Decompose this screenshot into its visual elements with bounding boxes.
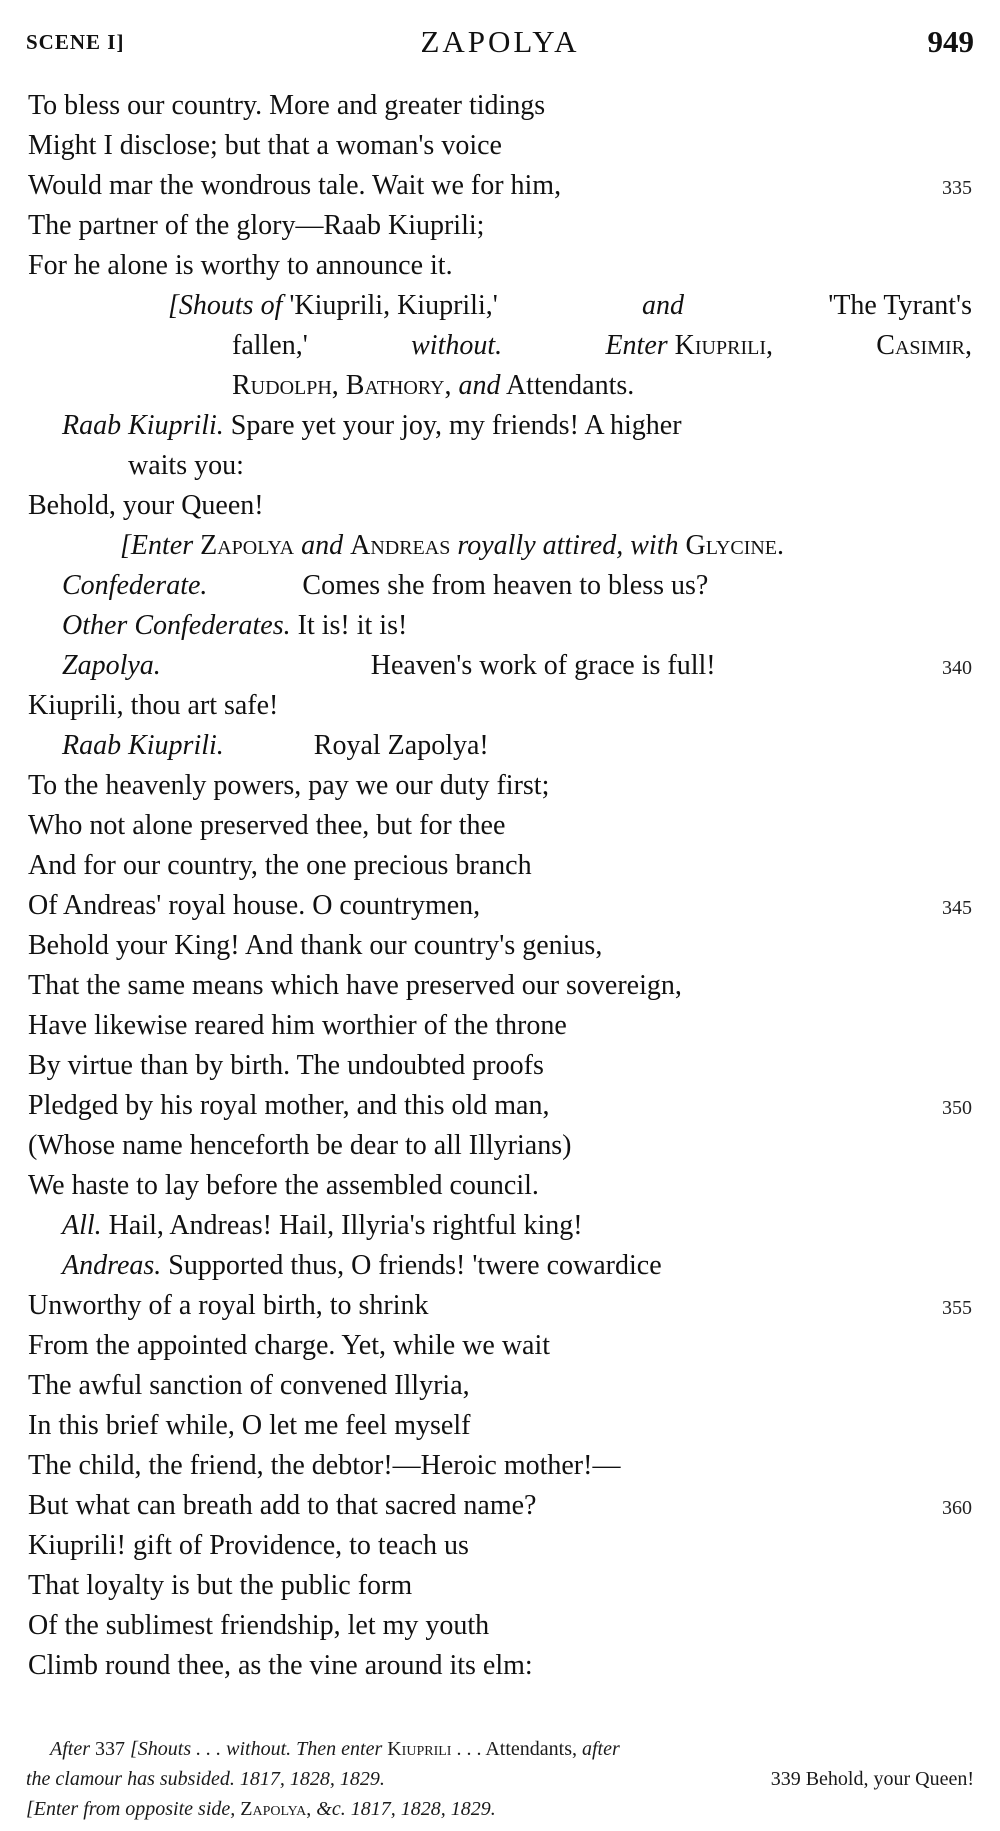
speech-line: Other Confederates. It is! it is! (62, 610, 408, 641)
verse-line: Climb round thee, as the vine around its elm: (28, 1650, 533, 1681)
line-number: 360 (942, 1497, 972, 1519)
verse-line: Behold your King! And thank our country's genius, (28, 930, 603, 961)
speech-line: Confederate. Comes she from heaven to bless us? (62, 570, 709, 601)
speech-line: Andreas. Supported thus, O friends! 'twere cowardice (62, 1250, 662, 1281)
speaker-name: Raab Kiuprili. (62, 730, 224, 761)
verse-line: waits you: (128, 450, 244, 481)
running-header (26, 22, 974, 62)
verse-text (28, 86, 972, 1686)
stage-direction: [Enter Zapolya and Andreas royally attired, with Glycine. (120, 530, 785, 561)
verse-line: That the same means which have preserved our sovereign, (28, 970, 682, 1001)
verse-line: Kiuprili! gift of Providence, to teach us (28, 1530, 469, 1561)
verse-line: By virtue than by birth. The undoubted proofs (28, 1050, 544, 1081)
verse-line: To bless our country. More and greater tidings (28, 90, 546, 121)
verse-line: The partner of the glory—Raab Kiuprili; (28, 210, 485, 241)
note-line: [Enter from opposite side, Zapolya, &c. 1817, 1828, 1829. (26, 1798, 496, 1820)
line-number: 335 (942, 177, 972, 199)
line-number: 355 (942, 1297, 972, 1319)
speaker-name: Andreas. (62, 1250, 162, 1281)
textual-notes (26, 1734, 974, 1824)
speaker-name: All. (62, 1210, 102, 1241)
speaker-name: Zapolya. (62, 650, 161, 681)
verse-line: Might I disclose; but that a woman's voice (28, 130, 502, 161)
verse-line: The child, the friend, the debtor!—Heroic mother!— (28, 1450, 621, 1481)
stage-direction: Rudolph, Bathory, and Attendants. (232, 370, 635, 401)
verse-line: Kiuprili, thou art safe! (28, 690, 279, 721)
note-line: After 337 [Shouts . . . without. Then enter Kiuprili . . . Attendants, after (50, 1738, 620, 1760)
note-line: the clamour has subsided. 1817, 1828, 1829. 339 Behold, your Queen! (26, 1768, 974, 1790)
verse-line: We haste to lay before the assembled council. (28, 1170, 539, 1201)
verse-line: Have likewise reared him worthier of the throne (28, 1010, 567, 1041)
verse-line: (Whose name henceforth be dear to all Illyrians) (28, 1130, 572, 1161)
line-number: 345 (942, 897, 972, 919)
verse-line: In this brief while, O let me feel myself (28, 1410, 471, 1441)
play-title: ZAPOLYA (420, 24, 580, 59)
verse-line: From the appointed charge. Yet, while we wait (28, 1330, 551, 1361)
page-number: 949 (927, 24, 974, 59)
speech-line: Zapolya. Heaven's work of grace is full! 340 (28, 646, 972, 686)
speaker-name: Raab Kiuprili. (62, 410, 224, 441)
verse-line: The awful sanction of convened Illyria, (28, 1370, 470, 1401)
speech-line: Raab Kiuprili. Spare yet your joy, my friends! A higher (62, 410, 682, 441)
verse-line: Of Andreas' royal house. O countrymen, 345 (28, 886, 972, 926)
stage-direction: fallen,' without. Enter Kiuprili, Casimir, (232, 330, 972, 361)
verse-line: Pledged by his royal mother, and this old man, 350 (28, 1086, 972, 1126)
verse-line: Of the sublimest friendship, let my youth (28, 1610, 490, 1641)
speaker-name: Other Confederates. (62, 610, 291, 641)
verse-line: Who not alone preserved thee, but for thee (28, 810, 506, 841)
verse-line: But what can breath add to that sacred name? 360 (28, 1486, 972, 1526)
verse-line: Behold, your Queen! (28, 490, 264, 521)
scene-label: SCENE I] (26, 30, 125, 54)
verse-line: And for our country, the one precious branch (28, 850, 532, 881)
verse-line: For he alone is worthy to announce it. (28, 250, 453, 281)
speech-line: Raab Kiuprili. Royal Zapolya! (62, 730, 489, 761)
verse-line: That loyalty is but the public form (28, 1570, 413, 1601)
stage-direction: [Shouts of 'Kiuprili, Kiuprili,' and 'The Tyrant's (168, 290, 972, 321)
verse-line: Would mar the wondrous tale. Wait we for him, 335 (28, 166, 972, 206)
speaker-name: Confederate. (62, 570, 208, 601)
line-number: 350 (942, 1097, 972, 1119)
speech-line: All. Hail, Andreas! Hail, Illyria's rightful king! (62, 1210, 583, 1241)
verse-line: Unworthy of a royal birth, to shrink 355 (28, 1286, 972, 1326)
line-number: 340 (942, 657, 972, 679)
verse-line: To the heavenly powers, pay we our duty first; (28, 770, 550, 801)
